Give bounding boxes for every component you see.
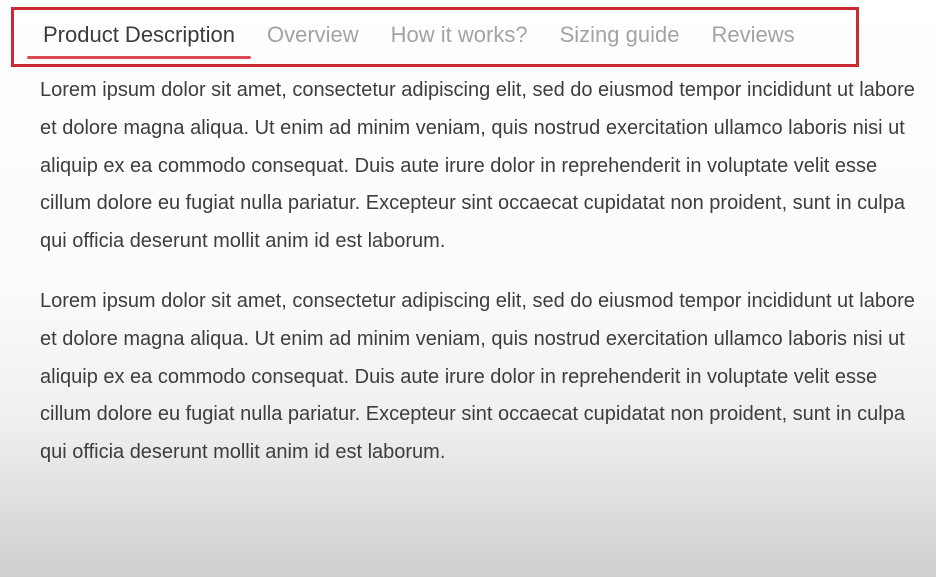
tab-overview[interactable]	[251, 7, 375, 67]
product-tabs	[27, 7, 811, 67]
description-paragraph-1: Lorem ipsum dolor sit amet, consectetur adipiscing elit, sed do eiusmod tempor incididunt ut labore et dolore magna aliqua. Ut enim ad minim veniam, quis nostrud exercitation ullamco laboris nisi ut aliquip ex ea commodo consequat. Duis aute irure dolor in reprehenderit in voluptate velit esse cillum dolore eu fugiat nulla pariatur. Excepteur sint occaecat cupidatat non proident, sunt in culpa qui officia deserunt mollit anim id est laborum.	[40, 79, 915, 253]
active-tab-underline	[27, 56, 251, 59]
product-description-content	[40, 72, 920, 494]
tab-label: Product Description	[43, 22, 235, 47]
tab-label: Overview	[266, 22, 359, 47]
description-paragraph-2: Lorem ipsum dolor sit amet, consectetur adipiscing elit, sed do eiusmod tempor incididunt ut labore et dolore magna aliqua. Ut enim ad minim veniam, quis nostrud exercitation ullamco laboris nisi ut aliquip ex ea commodo consequat. Duis aute irure dolor in reprehenderit in voluptate velit esse cillum dolore eu fugiat nulla pariatur. Excepteur sint occaecat cupidatat non proident, sunt in culpa qui officia deserunt mollit anim id est laborum.	[40, 289, 915, 464]
tab-reviews[interactable]	[695, 7, 810, 67]
tab-label: Sizing guide	[559, 22, 680, 47]
tab-how-it-works[interactable]	[375, 7, 544, 67]
tab-product-description[interactable]	[27, 7, 251, 67]
tab-sizing-guide[interactable]	[544, 7, 696, 67]
tab-label: Reviews	[711, 22, 795, 47]
tab-label: How it works?	[390, 22, 528, 47]
